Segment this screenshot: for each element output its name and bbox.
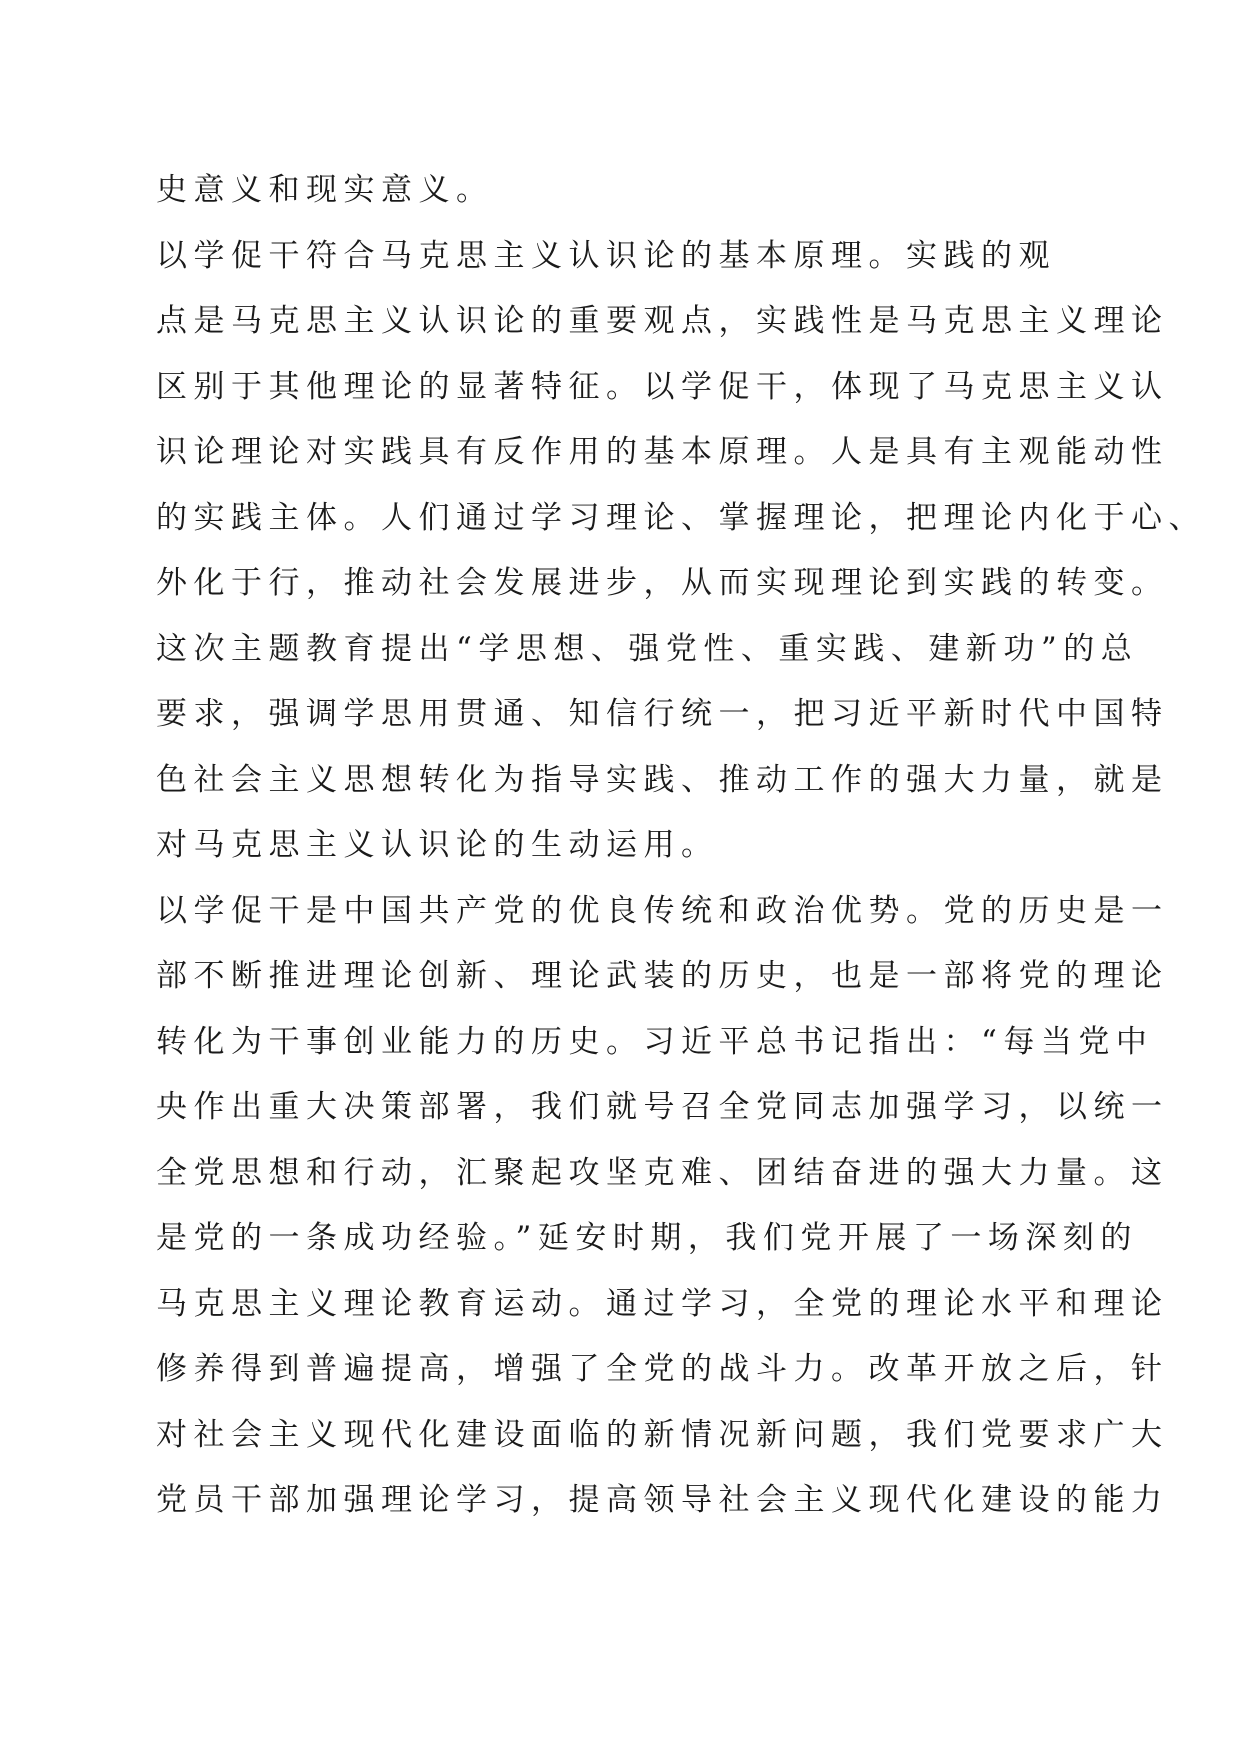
text-line: 修养得到普遍提高，增强了全党的战斗力。改革开放之后，针 — [156, 1351, 1169, 1387]
text-line: 这次主题教育提出“学思想、强党性、重实践、建新功”的总 — [156, 630, 1139, 667]
text-line: 点是马克思主义认识论的重要观点，实践性是马克思主义理论 — [156, 303, 1169, 339]
document-body — [156, 158, 1206, 1534]
text-line: 全党思想和行动，汇聚起攻坚克难、团结奋进的强大力量。这 — [156, 1154, 1169, 1191]
text-line: 党员干部加强理论学习，提高领导社会主义现代化建设的能力 — [156, 1482, 1169, 1518]
text-line: 对马克思主义认识论的生动运用。 — [156, 827, 719, 863]
text-line: 区别于其他理论的显著特征。以学促干，体现了马克思主义认 — [156, 368, 1169, 405]
text-line: 外化于行，推动社会发展进步，从而实现理论到实践的转变。 — [156, 565, 1169, 601]
text-line: 史意义和现实意义。 — [156, 172, 494, 208]
text-line: 要求，强调学思用贯通、知信行统一，把习近平新时代中国特 — [156, 696, 1169, 732]
text-line: 央作出重大决策部署，我们就号召全党同志加强学习，以统一 — [156, 1089, 1169, 1125]
text-line: 转化为干事创业能力的历史。习近平总书记指出：“每当党中 — [156, 1023, 1154, 1060]
text-line: 识论理论对实践具有反作用的基本原理。人是具有主观能动性 — [156, 434, 1169, 470]
text-line: 以学促干符合马克思主义认识论的基本原理。实践的观 — [156, 237, 1056, 274]
text-line: 对社会主义现代化建设面临的新情况新问题，我们党要求广大 — [156, 1416, 1169, 1453]
text-line: 是党的一条成功经验。”延安时期，我们党开展了一场深刻的 — [156, 1220, 1138, 1256]
text-line: 的实践主体。人们通过学习理论、掌握理论，把理论内化于心、 — [156, 499, 1206, 536]
text-line: 色社会主义思想转化为指导实践、推动工作的强大力量，就是 — [156, 761, 1169, 798]
text-line: 马克思主义理论教育运动。通过学习，全党的理论水平和理论 — [156, 1285, 1169, 1322]
text-line: 部不断推进理论创新、理论武装的历史，也是一部将党的理论 — [156, 958, 1169, 994]
text-line: 以学促干是中国共产党的优良传统和政治优势。党的历史是一 — [156, 892, 1169, 929]
